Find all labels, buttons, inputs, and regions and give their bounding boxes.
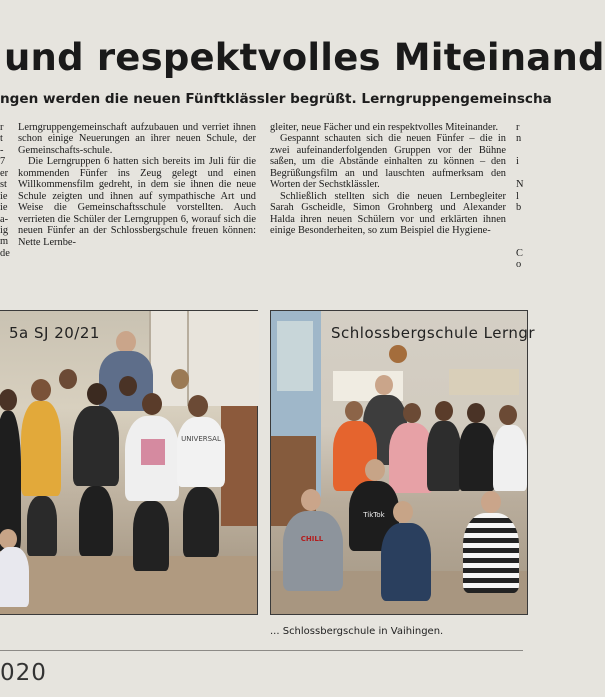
cut-text-fragment: ie (0, 202, 8, 214)
child-head (365, 459, 385, 481)
cut-text-fragment: C (516, 247, 523, 259)
child-black-shirt (73, 406, 119, 486)
subheadline: ngen werden die neuen Fünftklässler begrüßt. Lerngruppengemeinscha (0, 91, 552, 107)
map (449, 369, 519, 395)
shirt-text: TikTok (363, 511, 385, 519)
child-white-shirt (493, 425, 527, 491)
class-photo-schlossbergschule (270, 310, 536, 615)
child-sitting-navy (381, 523, 431, 601)
cut-text-fragment: l (516, 190, 519, 202)
child-legs (79, 486, 113, 556)
teacher-head (375, 375, 393, 395)
column2-paragraph-1: gleiter, neue Fächer und ein respektvolles Miteinander. (270, 122, 499, 133)
teacher-head (116, 331, 136, 353)
cut-text-fragment (516, 225, 524, 236)
shirt-print (141, 439, 165, 465)
column1-paragraph-1: Lerngruppengemeinschaft aufzubauen und verriet ihnen schon einige Neuerungen an ihrer neuen Schule, der Gemeinschafts-schule. (18, 122, 256, 156)
cut-text-fragment: t (0, 133, 3, 145)
child-head (403, 403, 421, 423)
article-column-1 (18, 122, 256, 248)
child-head (31, 379, 51, 401)
child-yellow-shirt (21, 401, 61, 496)
shirt-text: UNIVERSAL (181, 435, 221, 443)
cut-text-fragment: n (516, 133, 522, 145)
child-head (0, 389, 17, 411)
cut-text-fragment (516, 145, 524, 156)
child-sitting (0, 547, 29, 607)
cut-text-fragment: r (0, 122, 4, 133)
child-head (393, 501, 413, 523)
window (149, 311, 259, 406)
right-edge-column (516, 122, 524, 271)
cut-text-fragment (516, 168, 524, 179)
cut-text-fragment: st (0, 179, 7, 191)
page-divider (0, 650, 523, 651)
cut-text-fragment: m (0, 236, 9, 248)
child-white-shirt (177, 417, 225, 487)
cut-text-fragment (0, 271, 10, 282)
child-legs (183, 487, 219, 557)
child-head (188, 395, 208, 417)
poster (277, 321, 313, 391)
headline: und respektvolles Miteinand (4, 36, 605, 79)
floor (0, 556, 257, 614)
cut-text-fragment: r (516, 122, 520, 133)
cut-text-fragment: b (516, 202, 522, 214)
article-column-2 (270, 122, 506, 237)
cut-text-fragment: ie (0, 190, 8, 202)
child-dark-shirt (427, 421, 461, 491)
photo-label-left: 5a SJ 20/21 (9, 324, 100, 342)
column2-paragraph-2: Gespannt schauten sich die neuen Fünfer – die in zwei aufeinanderfolgenden Gruppen vor der Bühne saßen, um die Abstände einhalten zu können – den Begrüßungsfilm an und lauschten aufmerksam den Worten der Sechstklässler. (270, 133, 506, 191)
photo-label-right: Schlossbergschule Lerngr (331, 324, 536, 342)
child-black-shirt (459, 423, 495, 491)
cut-text-fragment (516, 214, 524, 225)
cut-text-fragment: 7 (0, 156, 6, 168)
column1-paragraph-2: Die Lerngruppen 6 hatten sich bereits im Juli für die kommenden Fünfer ins Zeug gelegt und einen Willkommensfilm gedreht, in dem sie ihnen die neue Schule zeigten und ihnen auf sympathische Art und Weise die Gemeinschaftsschule vorstellten. Auch verrieten die Schüler der Lerngruppen 6, worauf sich die neuen Fünfer an der Schlossbergschule freuen können: Nette Lernbe- (18, 156, 256, 248)
child-head (435, 401, 453, 421)
child-legs (133, 501, 169, 571)
child-head (467, 403, 485, 423)
child-head (345, 401, 363, 421)
photo-caption: ... Schlossbergschule in Vaihingen. (270, 626, 444, 637)
cut-text-fragment: er (0, 167, 9, 179)
window-frame (187, 311, 189, 406)
cut-text-fragment: o (516, 259, 522, 271)
cut-text-fragment: N (516, 179, 524, 191)
cut-text-fragment: ig (0, 224, 9, 236)
cut-text-fragment (0, 259, 10, 270)
globe (389, 345, 407, 363)
cut-text-fragment: de (0, 247, 10, 259)
cut-text-fragment: - (0, 144, 4, 156)
child-head (499, 405, 517, 425)
left-edge-column (0, 122, 10, 282)
column2-paragraph-3: Schließlich stellten sich die neuen Lernbegleiter Sarah Gscheidle, Simon Grohnberg und Alexander Halda ihren neuen Schülern vor und erklärten ihnen einige Besonderheiten, so zum Beispiel die Hygiene- (270, 190, 506, 237)
child-head (171, 369, 189, 389)
child-sitting-grey (283, 511, 343, 591)
shirt-text: CHILL (300, 535, 324, 543)
cut-text-fragment: i (516, 156, 519, 168)
cut-text-fragment: a- (0, 213, 9, 225)
child-head (142, 393, 162, 415)
child-head (119, 376, 137, 396)
class-photo-5a (0, 310, 258, 615)
child-head (59, 369, 77, 389)
page-number-fragment: 020 (0, 660, 47, 686)
cabinet (221, 406, 257, 526)
child-head (301, 489, 321, 511)
child-striped-shirt (463, 513, 519, 593)
child-legs (27, 496, 57, 556)
cut-text-fragment (516, 236, 524, 247)
child-head (481, 491, 501, 513)
child-head (87, 383, 107, 405)
